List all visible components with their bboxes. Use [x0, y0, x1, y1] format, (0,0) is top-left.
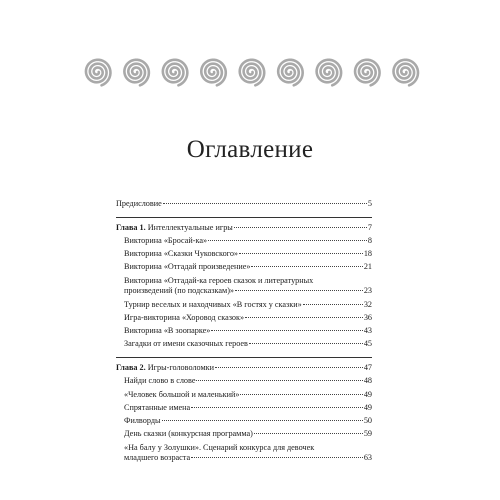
leader-dots [249, 343, 363, 344]
toc-page-number: 23 [363, 286, 372, 296]
leader-dots [254, 433, 363, 434]
toc-page-number: 45 [363, 339, 372, 349]
spiral-ornament-row [78, 56, 424, 88]
toc-entry-text: произведений (по подсказкам)» [124, 286, 235, 296]
leader-dots [191, 407, 363, 408]
leader-dots [234, 227, 367, 228]
spiral-icon [355, 60, 380, 86]
toc-page-number: 48 [363, 376, 372, 386]
toc-page-number: 49 [363, 389, 372, 399]
leader-dots [240, 394, 362, 395]
table-of-contents [116, 199, 372, 464]
spiral-icon [124, 60, 149, 86]
toc-entry-text: Турнир веселых и находчивых «В гостях у сказки» [124, 299, 302, 309]
toc-entry-text: младшего возраста [124, 453, 191, 463]
toc-page-number: 18 [363, 249, 372, 259]
toc-entry[interactable] [116, 249, 372, 260]
leader-dots [215, 367, 363, 368]
toc-entry[interactable] [116, 313, 372, 324]
leader-dots [163, 203, 367, 204]
spiral-icon [240, 60, 265, 86]
chapter-label: Глава 1. [116, 222, 146, 232]
toc-page-number: 49 [363, 402, 372, 412]
toc-entry[interactable] [116, 403, 372, 414]
toc-entry[interactable] [116, 416, 372, 427]
spiral-icon [163, 60, 188, 86]
toc-entry-text: Филворды [124, 416, 161, 426]
toc-page-number: 7 [367, 222, 372, 232]
toc-entry-text: Загадки от имени сказочных героев [124, 339, 248, 349]
toc-page-number: 43 [363, 326, 372, 336]
section-divider [116, 357, 372, 358]
leader-dots [191, 457, 363, 458]
toc-entry-preface[interactable] [116, 199, 372, 210]
leader-dots [162, 420, 363, 421]
section-divider [116, 217, 372, 218]
toc-entry[interactable] [116, 236, 372, 247]
toc-chapter-heading [116, 223, 233, 234]
spiral-icon [86, 60, 111, 86]
leader-dots [235, 290, 363, 291]
leader-dots [239, 253, 363, 254]
toc-entry[interactable] [116, 443, 372, 464]
toc-page-number: 32 [363, 299, 372, 309]
toc-page-number: 47 [363, 363, 372, 373]
spiral-icon [278, 60, 303, 86]
toc-entry[interactable] [116, 376, 372, 387]
leader-dots [245, 317, 363, 318]
page-title: Оглавление [186, 136, 314, 163]
toc-entry-text: День сказки (конкурсная программа) [124, 429, 253, 439]
toc-page-number: 63 [363, 453, 372, 463]
toc-entry[interactable] [116, 326, 372, 337]
leader-dots [303, 304, 363, 305]
leader-dots [251, 266, 362, 267]
toc-entry-text: Предисловие [116, 199, 162, 208]
toc-entry[interactable] [116, 300, 372, 311]
chapter-label: Глава 2. [116, 363, 146, 373]
toc-entry-text-line1: «На балу у Золушки». Сценарий конкурса для девочек [124, 442, 315, 452]
spiral-icon [317, 60, 342, 86]
toc-chapter-2[interactable] [116, 363, 372, 374]
toc-page-number: 59 [363, 429, 372, 439]
toc-entry[interactable] [116, 276, 372, 297]
toc-page-number: 5 [367, 199, 372, 208]
toc-entry-text: Викторина «Бросай-ка» [124, 235, 208, 245]
leader-dots [211, 330, 362, 331]
chapter-title: Интеллектуальные игры [147, 222, 233, 232]
toc-chapter-1[interactable] [116, 223, 372, 234]
toc-page-number: 21 [363, 262, 372, 272]
toc-entry-text: Викторина «В зоопарке» [124, 326, 211, 336]
toc-entry[interactable] [116, 339, 372, 350]
toc-entry-text: Игра-викторина «Хоровод сказок» [124, 312, 245, 322]
toc-chapter-heading [116, 363, 214, 374]
toc-page-number: 8 [367, 235, 372, 245]
toc-entry-text: Спрятанные имена [124, 402, 191, 412]
toc-page-number: 36 [363, 312, 372, 322]
toc-entry-text: Викторина «Сказки Чуковского» [124, 249, 239, 259]
leader-dots [208, 240, 367, 241]
toc-entry-text-line1: Викторина «Отгадай-ка героев сказок и литературных [124, 275, 314, 285]
leader-dots [196, 380, 362, 381]
chapter-title: Игры-головоломки [147, 363, 215, 373]
toc-entry-text: Найди слово в слове [124, 376, 196, 386]
spiral-icon [394, 60, 419, 86]
toc-entry[interactable] [116, 390, 372, 401]
toc-entry[interactable] [116, 429, 372, 440]
toc-entry[interactable] [116, 262, 372, 273]
toc-entry-text: Викторина «Отгадай произведение» [124, 262, 251, 272]
toc-entry-text: «Человек большой и маленький» [124, 389, 240, 399]
toc-page-number: 50 [363, 416, 372, 426]
spiral-icon [201, 60, 226, 86]
